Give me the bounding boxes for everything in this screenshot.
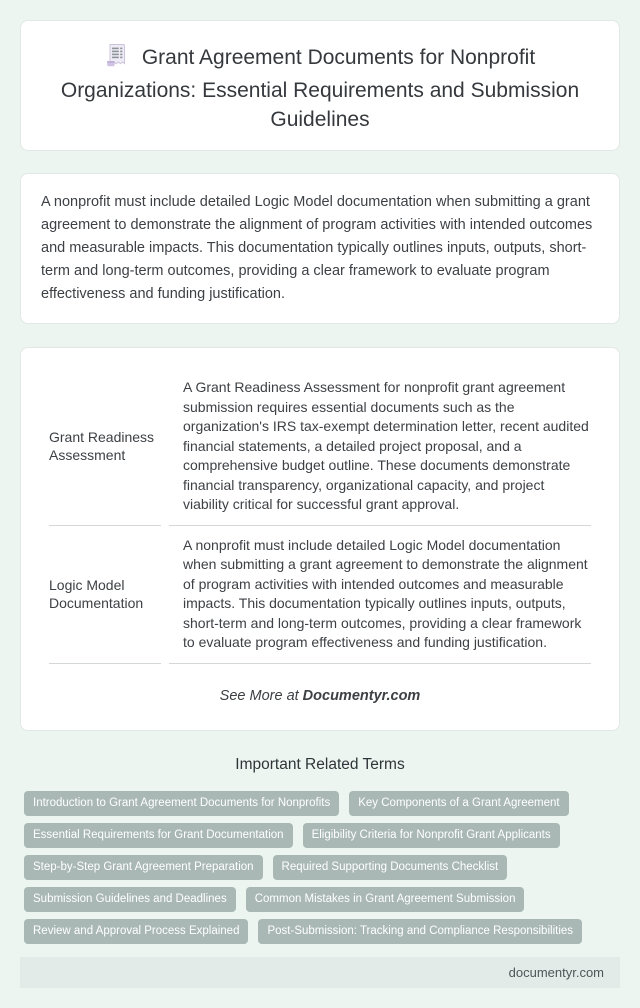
related-term-pill[interactable]: Required Supporting Documents Checklist	[273, 855, 508, 880]
see-more-text: See More at	[219, 687, 299, 704]
related-term-pill[interactable]: Essential Requirements for Grant Documentation	[24, 823, 293, 848]
related-term-pill[interactable]: Post-Submission: Tracking and Compliance Responsibilities	[258, 919, 582, 944]
related-term-pill[interactable]: Common Mistakes in Grant Agreement Submission	[246, 887, 525, 912]
definition-row	[49, 526, 591, 664]
related-terms-row	[24, 823, 616, 848]
definition-cell: A Grant Readiness Assessment for nonprofit grant agreement submission requires essential documents such as the organization's IRS tax-exempt determination letter, recent audited financial statements, a detailed project proposal, and a comprehensive budget outline. These documents demonstrate financial transparency, organizational capacity, and project viability critical for successful grant approval.	[169, 368, 591, 526]
related-terms-row	[24, 919, 616, 944]
related-term-pill[interactable]: Submission Guidelines and Deadlines	[24, 887, 236, 912]
summary-card	[20, 173, 620, 324]
related-terms-heading: Important Related Terms	[235, 755, 405, 773]
related-term-pill[interactable]: Introduction to Grant Agreement Documents for Nonprofits	[24, 791, 339, 816]
footer-bar	[20, 957, 620, 988]
summary-text: A nonprofit must include detailed Logic Model documentation when submitting a grant agreement to demonstrate the alignment of program activities with intended outcomes and measurable impacts. This documentation typically outlines inputs, outputs, short-term and long-term outcomes, providing a clear framework to evaluate program effectiveness and funding justification.	[41, 194, 593, 302]
page-title	[55, 43, 585, 134]
related-term-pill[interactable]: Step-by-Step Grant Agreement Preparation	[24, 855, 263, 880]
definitions-card	[20, 347, 620, 731]
term-cell: Logic Model Documentation	[49, 526, 161, 664]
footer-site-link[interactable]: documentyr.com	[508, 964, 604, 980]
related-terms-list	[20, 791, 620, 944]
definition-row	[49, 368, 591, 526]
page-title-text: Grant Agreement Documents for Nonprofit Organizations: Essential Requirements and Submission Guidelines	[60, 46, 580, 131]
related-term-pill[interactable]: Key Components of a Grant Agreement	[349, 791, 568, 816]
receipt-icon	[105, 43, 128, 76]
related-terms-row	[24, 887, 616, 912]
definitions-table	[41, 368, 599, 664]
title-card	[20, 20, 620, 151]
see-more-line	[41, 688, 599, 704]
definitions-table-body	[49, 368, 591, 664]
term-cell: Grant Readiness Assessment	[49, 368, 161, 526]
see-more-brand-link[interactable]: Documentyr.com	[302, 687, 421, 704]
related-term-pill[interactable]: Eligibility Criteria for Nonprofit Grant Applicants	[303, 823, 560, 848]
definition-cell: A nonprofit must include detailed Logic Model documentation when submitting a grant agreement to demonstrate the alignment of program activities with intended outcomes and measurable impacts. This documentation typically outlines inputs, outputs, short-term and long-term outcomes, providing a clear framework to evaluate program effectiveness and funding justification.	[169, 526, 591, 664]
related-term-pill[interactable]: Review and Approval Process Explained	[24, 919, 248, 944]
related-terms-row	[24, 855, 616, 880]
related-terms-row	[24, 791, 616, 816]
